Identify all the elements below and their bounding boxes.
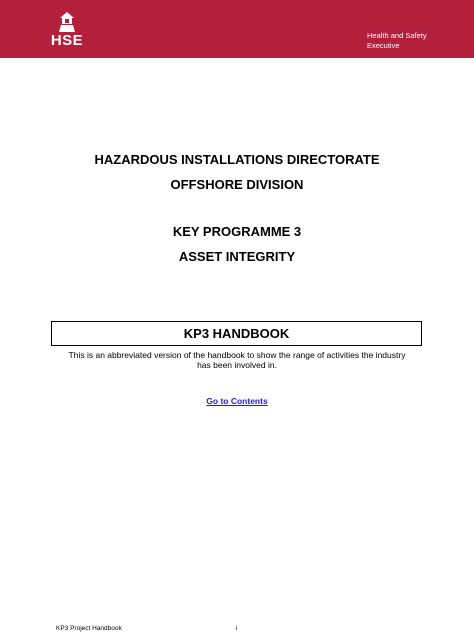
programme-title: KEY PROGRAMME 3: [172, 224, 302, 239]
handbook-title-box: KP3 HANDBOOK: [51, 321, 422, 346]
agency-name: [367, 31, 427, 51]
footer-document-name: KP3 Project Handbook: [56, 625, 122, 632]
handbook-note-line1: This is an abbreviated version of the handbook to show the range of activities the industry: [68, 350, 406, 360]
handbook-note: [58, 350, 416, 370]
division-title: OFFSHORE DIVISION: [170, 177, 304, 192]
programme-subtitle: ASSET INTEGRITY: [178, 249, 296, 264]
header-banner: [0, 0, 474, 58]
contents-link-wrapper: [0, 396, 474, 406]
hse-logo-text: HSE: [50, 32, 84, 49]
footer-page-number: i: [236, 625, 238, 632]
go-to-contents-link[interactable]: Go to Contents: [206, 396, 268, 406]
handbook-note-line2: has been involved in.: [197, 360, 277, 370]
agency-name-line1: Health and Safety: [367, 31, 427, 40]
directorate-title: HAZARDOUS INSTALLATIONS DIRECTORATE: [94, 152, 380, 167]
agency-name-line2: Executive: [367, 41, 400, 50]
